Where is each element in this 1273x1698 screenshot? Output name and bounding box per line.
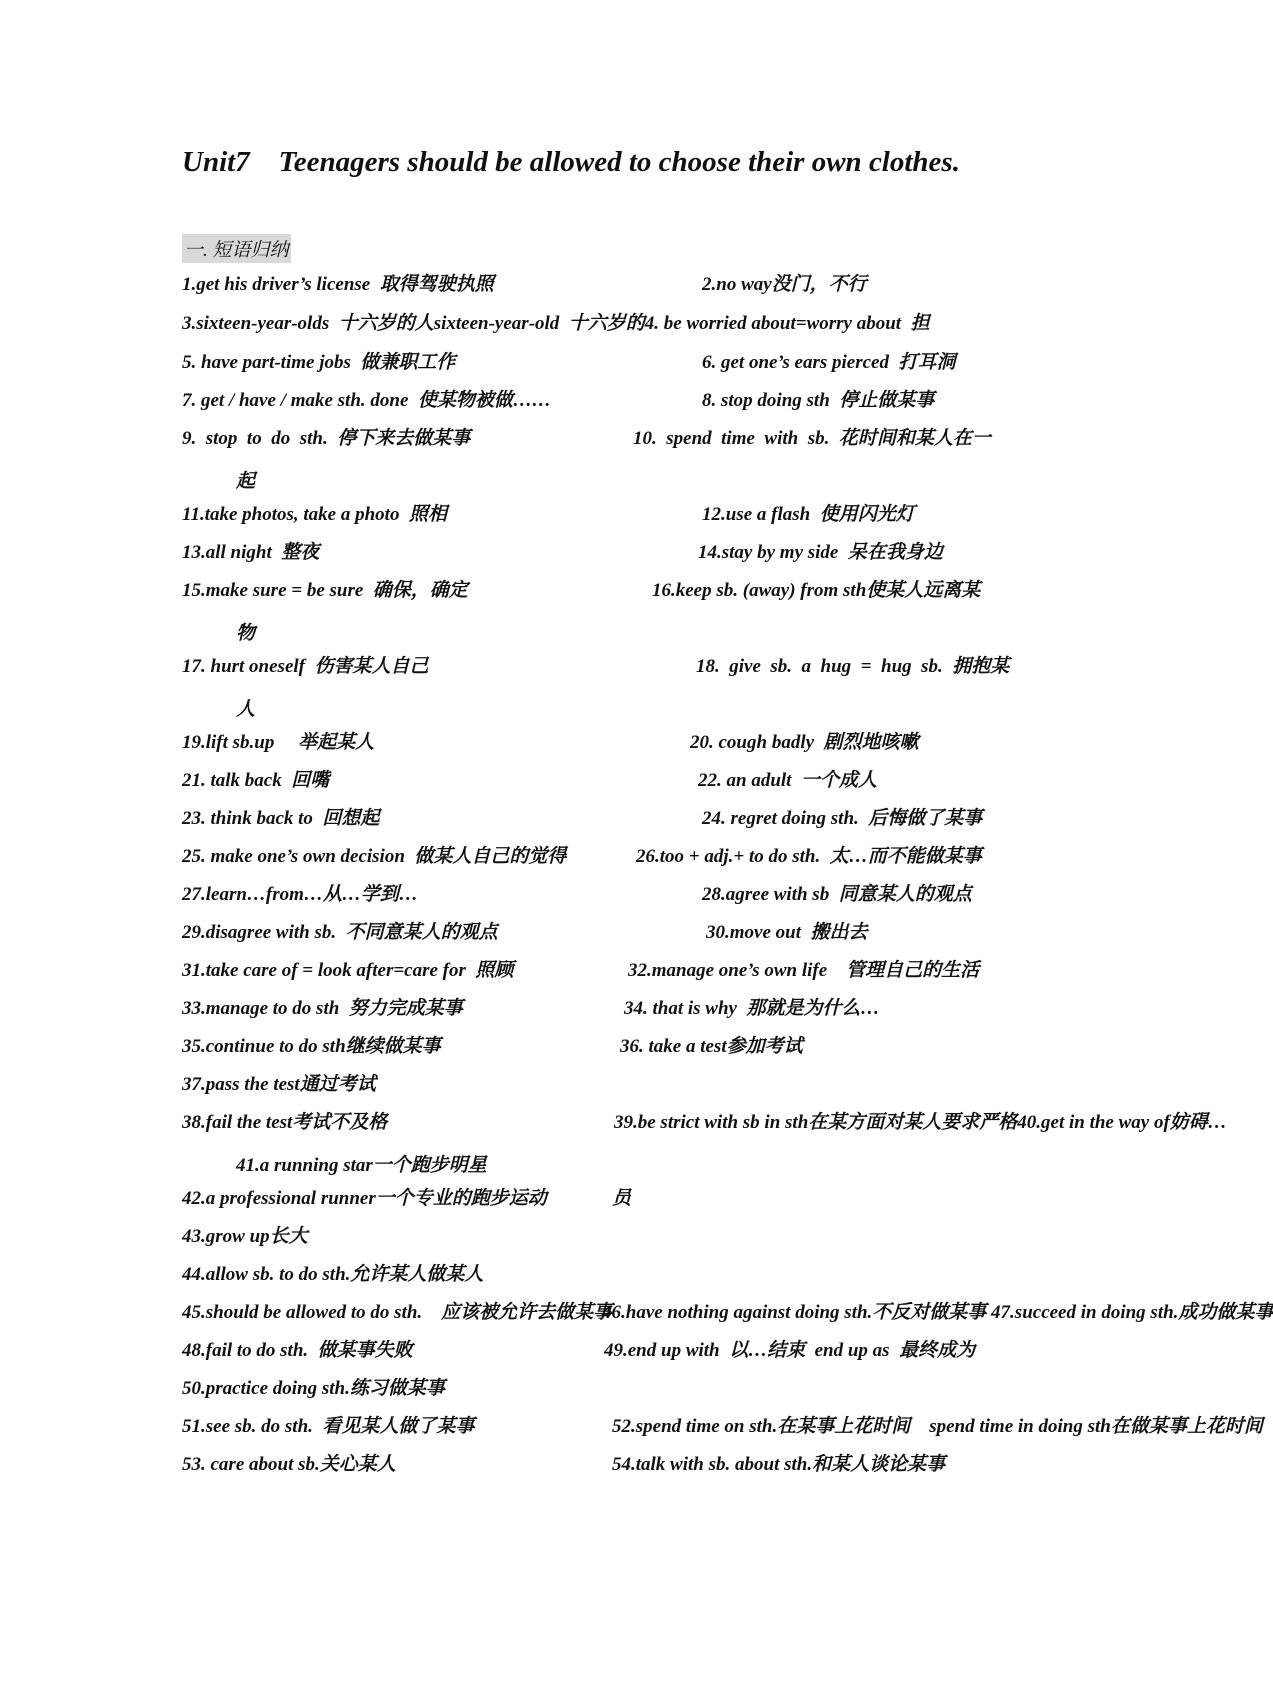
phrase-item: 17. hurt oneself 伤害某人自己 [182,656,429,677]
phrase-item: 48.fail to do sth. 做某事失败 [182,1340,413,1361]
phrase-item: 51.see sb. do sth. 看见某人做了某事 [182,1416,475,1437]
phrase-item: 8. stop doing sth 停止做某事 [702,390,935,411]
phrase-item: 1.get his driver’s license 取得驾驶执照 [182,274,494,295]
phrase-item: 43.grow up长大 [182,1226,308,1247]
phrase-item: 7. get / have / make sth. done 使某物被做…… [182,390,551,411]
phrase-item: 42.a professional runner一个专业的跑步运动 [182,1188,547,1209]
phrase-item: 24. regret doing sth. 后悔做了某事 [702,808,983,829]
phrase-item: 21. talk back 回嘴 [182,770,330,791]
phrase-item: 36. take a test参加考试 [620,1036,803,1057]
phrase-item: 29.disagree with sb. 不同意某人的观点 [182,922,498,943]
phrase-item: 33.manage to do sth 努力完成某事 [182,998,463,1019]
phrase-item: 22. an adult 一个成人 [698,770,877,791]
phrase-item: 2.no way没门，不行 [702,274,867,295]
phrase-item: 6. get one’s ears pierced 打耳洞 [702,352,956,373]
phrase-item-wrap: 物 [236,623,256,644]
phrase-item: 34. that is why 那就是为什么… [624,998,880,1019]
phrase-item: 12.use a flash 使用闪光灯 [702,504,915,525]
phrase-item: 5. have part-time jobs 做兼职工作 [182,352,456,373]
phrase-item: 13.all night 整夜 [182,542,320,563]
phrase-item: 30.move out 搬出去 [706,922,868,943]
phrase-item: 26.too + adj.+ to do sth. 太…而不能做某事 [636,846,982,867]
document-title: Unit7 Teenagers should be allowed to choose their own clothes. [182,146,960,178]
phrase-item: 10. spend time with sb. 花时间和某人在一 [633,428,991,449]
phrase-item: 44.allow sb. to do sth.允许某人做某人 [182,1264,484,1285]
phrase-item: 14.stay by my side 呆在我身边 [698,542,943,563]
phrase-item: 39.be strict with sb in sth在某方面对某人要求严格40.get in the way of妨碍… [614,1112,1227,1133]
phrase-item: 49.end up with 以…结束 end up as 最终成为 [604,1340,976,1361]
phrase-item: 25. make one’s own decision 做某人自己的觉得 [182,846,567,867]
phrase-item: 19.lift sb.up 举起某人 [182,732,375,753]
phrase-item: 27.learn…from…从…学到… [182,884,418,905]
phrase-item-wrap: 起 [236,471,256,492]
phrase-item: 20. cough badly 剧烈地咳嗽 [690,732,919,753]
phrase-item: 45.should be allowed to do sth. 应该被允许去做某事 [182,1302,613,1323]
phrase-item: 3.sixteen-year-olds 十六岁的人sixteen-year-old 十六岁的4. be worried about=worry about 担 [182,313,930,334]
phrase-item: 46.have nothing against doing sth.不反对做某事 47.succeed in doing sth.成功做某事 [602,1302,1273,1323]
phrase-item: 9. stop to do sth. 停下来去做某事 [182,428,471,449]
phrase-item: 38.fail the test考试不及格 [182,1112,388,1133]
phrase-item: 37.pass the test通过考试 [182,1074,376,1095]
section-heading: 一. 短语归纳 [182,234,291,263]
phrase-item: 53. care about sb.关心某人 [182,1454,396,1475]
phrase-item: 员 [612,1188,632,1209]
phrase-item-wrap: 人 [236,699,256,720]
phrase-item: 50.practice doing sth.练习做某事 [182,1378,445,1399]
phrase-item-wrap: 41.a running star一个跑步明星 [236,1155,487,1176]
phrase-item: 35.continue to do sth继续做某事 [182,1036,441,1057]
phrase-item: 15.make sure = be sure 确保，确定 [182,580,468,601]
phrase-item: 32.manage one’s own life 管理自己的生活 [628,960,980,981]
phrase-item: 54.talk with sb. about sth.和某人谈论某事 [612,1454,946,1475]
phrase-item: 18. give sb. a hug = hug sb. 拥抱某 [696,656,1010,677]
phrase-item: 52.spend time on sth.在某事上花时间 spend time in doing sth在做某事上花时间 [612,1416,1263,1437]
phrase-item: 31.take care of = look after=care for 照顾 [182,960,514,981]
phrase-item: 28.agree with sb 同意某人的观点 [702,884,972,905]
phrase-item: 16.keep sb. (away) from sth使某人远离某 [652,580,981,601]
phrase-item: 23. think back to 回想起 [182,808,380,829]
phrase-item: 11.take photos, take a photo 照相 [182,504,447,525]
